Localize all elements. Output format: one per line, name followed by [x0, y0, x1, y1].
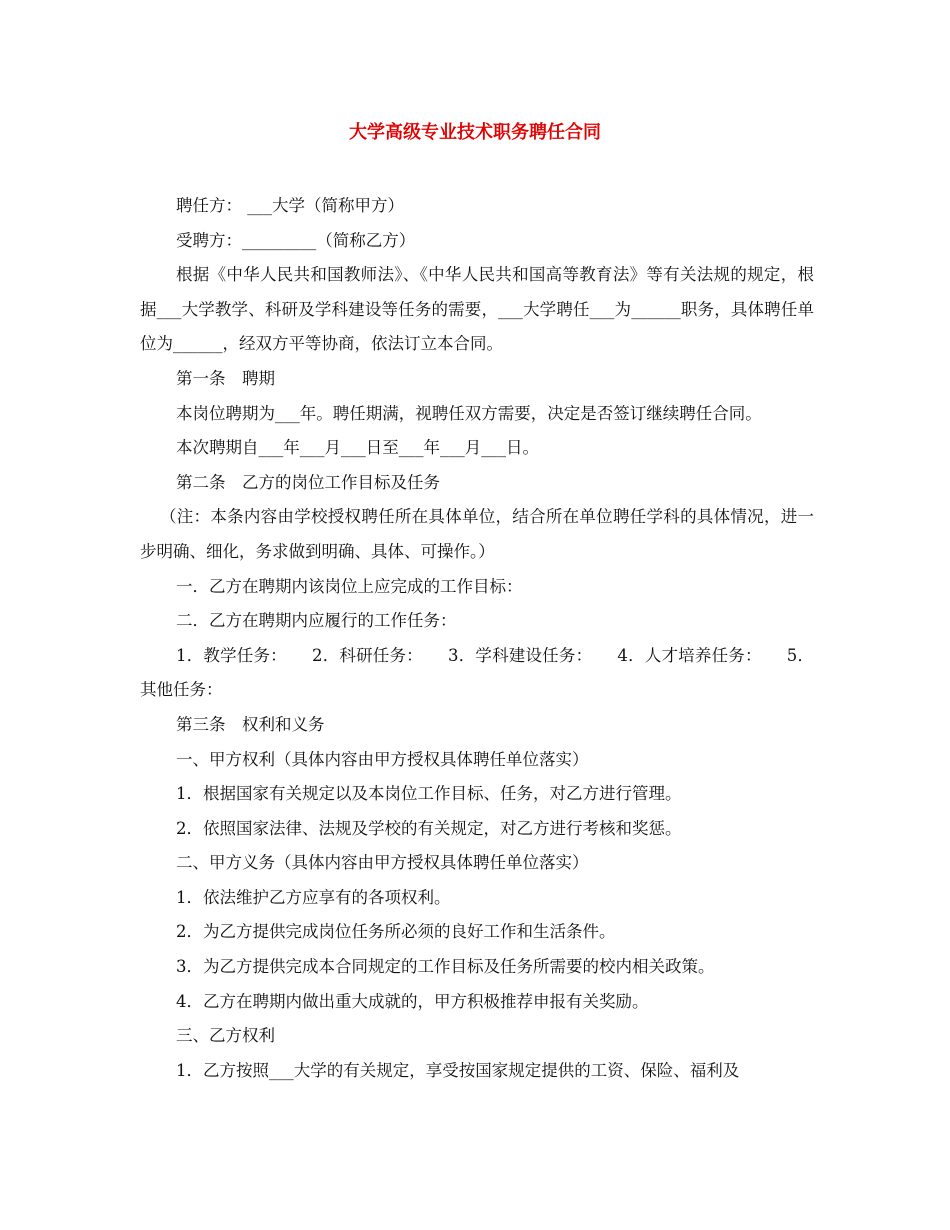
- list-item-a-duty-4: 4．乙方在聘期内做出重大成就的，甲方积极推荐申报有关奖励。: [176, 991, 649, 1011]
- paragraph-term-dates: 本次聘期自___年___月___日至___年___月___日。: [176, 438, 539, 458]
- paragraph-term: 本岗位聘期为___年。聘任期满，视聘任双方需要，决定是否签订继续聘任合同。: [176, 403, 762, 423]
- list-item-a-duty-3: 3．为乙方提供完成本合同规定的工作目标及任务所需要的校内相关政策。: [176, 957, 715, 977]
- heading-party-a-rights: 一、甲方权利（具体内容由甲方授权具体聘任单位落实）: [176, 749, 589, 769]
- paragraph-task-list: 1．教学任务： 2．科研任务： 3．学科建设任务： 4．人才培养任务： 5．其他任务：: [140, 645, 814, 700]
- paragraph-employer: 聘任方： ___大学（简称甲方）: [176, 196, 404, 215]
- document-body: [140, 189, 814, 1088]
- list-item-b-right-1: 1．乙方按照___大学的有关规定，享受按国家规定提供的工资、保险、福利及: [176, 1060, 740, 1080]
- heading-article-2: 第二条 乙方的岗位工作目标及任务: [176, 472, 440, 492]
- paragraph-preamble: 根据《中华人民共和国教师法》、《中华人民共和国高等教育法》等有关法规的规定，根据___大学教学、科研及学科建设等任务的需要，___大学聘任___为______职务，具体聘任单位为______，经双方平等协商，依法订立本合同。: [140, 265, 815, 354]
- heading-party-a-duties: 二、甲方义务（具体内容由甲方授权具体聘任单位落实）: [176, 853, 589, 873]
- paragraph-employee: 受聘方：_________（简称乙方）: [176, 230, 416, 250]
- heading-article-3: 第三条 权利和义务: [176, 714, 325, 734]
- paragraph-goals: 一．乙方在聘期内该岗位上应完成的工作目标：: [176, 576, 523, 596]
- list-item-a-right-2: 2．依照国家法律、法规及学校的有关规定，对乙方进行考核和奖惩。: [176, 818, 682, 838]
- list-item-a-right-1: 1．根据国家有关规定以及本岗位工作目标、任务，对乙方进行管理。: [176, 784, 682, 804]
- list-item-a-duty-2: 2．为乙方提供完成岗位任务所必须的良好工作和生活条件。: [176, 922, 616, 942]
- paragraph-tasks: 二．乙方在聘期内应履行的工作任务：: [176, 611, 457, 631]
- document-title: 大学高级专业技术职务聘任合同: [349, 122, 601, 143]
- heading-party-b-rights: 三、乙方权利: [176, 1026, 275, 1046]
- heading-article-1: 第一条 聘期: [176, 368, 275, 388]
- paragraph-note: （注：本条内容由学校授权聘任所在具体单位，结合所在单位聘任学科的具体情况，进一步明确、细化，务求做到明确、具体、可操作。）: [140, 507, 814, 561]
- list-item-a-duty-1: 1．依法维护乙方应享有的各项权利。: [176, 887, 451, 907]
